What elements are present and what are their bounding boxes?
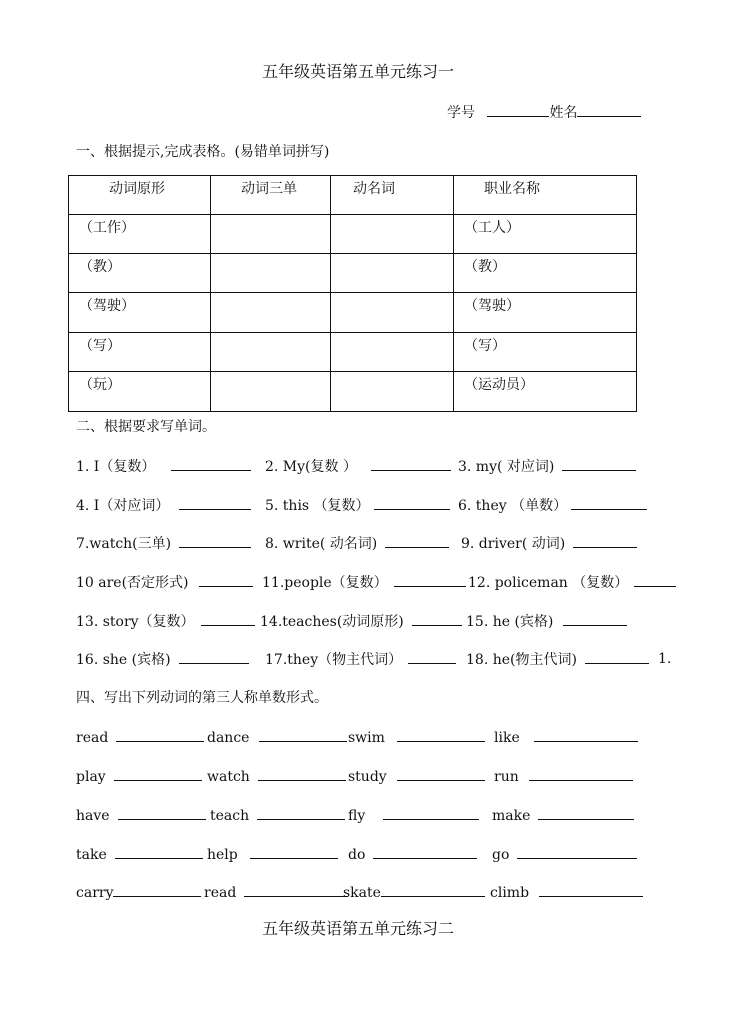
verb-word: climb [490,884,643,901]
exercise-item: 18. he(物主代词) [466,651,649,668]
table-cell: （驾驶） [69,293,211,333]
verb-word: like [494,729,638,746]
table-cell: （玩） [69,372,211,412]
answer-blank[interactable] [397,729,485,742]
answer-blank[interactable] [539,884,643,897]
answer-blank[interactable] [114,768,202,781]
exercise-item: 13. story（复数） [76,613,255,630]
table-cell-blank[interactable] [211,333,331,372]
answer-blank[interactable] [381,884,485,897]
table-cell: （写） [454,333,637,372]
name-blank[interactable] [577,104,641,117]
page-title: 五年级英语第五单元练习一 [262,62,455,81]
verb-word: skate [343,884,485,901]
answer-blank[interactable] [408,651,456,664]
answer-blank[interactable] [571,497,647,510]
exercise-item: 3. my( 对应词) [458,458,636,475]
answer-blank[interactable] [250,846,338,859]
col-header: 职业名称 [454,176,637,215]
exercise-item: 16. she (宾格) [76,651,249,668]
answer-blank[interactable] [179,651,249,664]
verb-word: do [348,846,477,863]
answer-blank[interactable] [179,535,251,548]
table-cell-blank[interactable] [211,254,331,293]
answer-blank[interactable] [199,574,253,587]
answer-blank[interactable] [529,768,633,781]
answer-blank[interactable] [397,768,485,781]
student-no-label: 学号 [447,105,475,121]
exercise-item: 10 are(否定形式) [76,574,253,591]
answer-blank[interactable] [563,613,627,626]
exercise-item: 14.teaches(动词原形) [260,613,462,630]
table-cell-blank[interactable] [211,372,331,412]
verb-word: take [76,846,203,863]
table-cell-blank[interactable] [211,293,331,333]
verb-word: watch [207,768,346,785]
verb-word: make [492,807,634,824]
student-no-field[interactable] [447,104,641,121]
verb-word: read [76,729,204,746]
exercise-item: 2. My(复数 ） [265,458,451,475]
verb-word: read [204,884,348,901]
table-cell: （教） [69,254,211,293]
answer-blank[interactable] [259,729,347,742]
answer-blank[interactable] [538,807,634,820]
table-cell: （工作） [69,215,211,254]
verb-word: teach [210,807,345,824]
answer-blank[interactable] [517,846,637,859]
table-cell-blank[interactable] [331,333,454,372]
table-cell: （教） [454,254,637,293]
exercise-item: 11.people（复数） [262,574,466,591]
answer-blank[interactable] [115,846,203,859]
exercise-item: 8. write( 动名词) [265,535,449,552]
verb-table [68,175,637,412]
answer-blank[interactable] [258,768,346,781]
table-cell: （写） [69,333,211,372]
exercise-item: 12. policeman （复数） [468,574,676,591]
exercise-item: 5. this （复数） [265,497,450,514]
answer-blank[interactable] [179,497,251,510]
answer-blank[interactable] [585,651,649,664]
verb-word: dance [207,729,347,746]
col-header: 动名词 [331,176,454,215]
answer-blank[interactable] [244,884,348,897]
table-cell: （工人） [454,215,637,254]
verb-word: run [494,768,633,785]
answer-blank[interactable] [113,884,201,897]
exercise-item: 6. they （单数） [458,497,647,514]
verb-word: play [76,768,202,785]
answer-blank[interactable] [373,846,477,859]
section2-heading: 二、根据要求写单词。 [76,419,216,435]
verb-word: help [207,846,338,863]
exercise-item: 17.they（物主代词） [265,651,456,668]
verb-word: have [76,807,206,824]
verb-word: carry [76,884,201,901]
answer-blank[interactable] [118,807,206,820]
answer-blank[interactable] [201,613,255,626]
col-header: 动词原形 [69,176,211,215]
exercise-item: 4. I（对应词） [76,497,251,514]
table-cell-blank[interactable] [331,372,454,412]
table-cell-blank[interactable] [331,293,454,333]
verb-word: go [492,846,637,863]
section1-heading: 一、根据提示,完成表格。(易错单词拼写) [76,144,330,160]
answer-blank[interactable] [394,574,466,587]
verb-word: fly [348,807,479,824]
table-cell-blank[interactable] [331,254,454,293]
student-no-blank[interactable] [487,104,549,117]
name-label: 姓名 [549,105,578,121]
answer-blank[interactable] [257,807,345,820]
next-section-title: 五年级英语第五单元练习二 [262,919,455,938]
table-cell-blank[interactable] [211,215,331,254]
col-header: 动词三单 [211,176,331,215]
exercise-item: 15. he (宾格) [466,613,627,630]
verb-word: study [348,768,485,785]
trailing-number: 1. [658,651,672,667]
answer-blank[interactable] [412,613,462,626]
exercise-item: 9. driver( 动词) [461,535,637,552]
exercise-item: 7.watch(三单) [76,535,251,552]
answer-blank[interactable] [116,729,204,742]
answer-blank[interactable] [383,807,479,820]
verb-word: swim [348,729,485,746]
answer-blank[interactable] [374,497,450,510]
table-cell: （驾驶） [454,293,637,333]
answer-blank[interactable] [385,535,449,548]
table-cell-blank[interactable] [331,215,454,254]
answer-blank[interactable] [573,535,637,548]
answer-blank[interactable] [534,729,638,742]
table-cell: （运动员） [454,372,637,412]
exercise-item: 1. I（复数） [76,458,251,475]
answer-blank[interactable] [634,574,676,587]
answer-blank[interactable] [562,458,636,471]
answer-blank[interactable] [171,458,251,471]
answer-blank[interactable] [371,458,451,471]
section4-heading: 四、写出下列动词的第三人称单数形式。 [76,690,328,706]
